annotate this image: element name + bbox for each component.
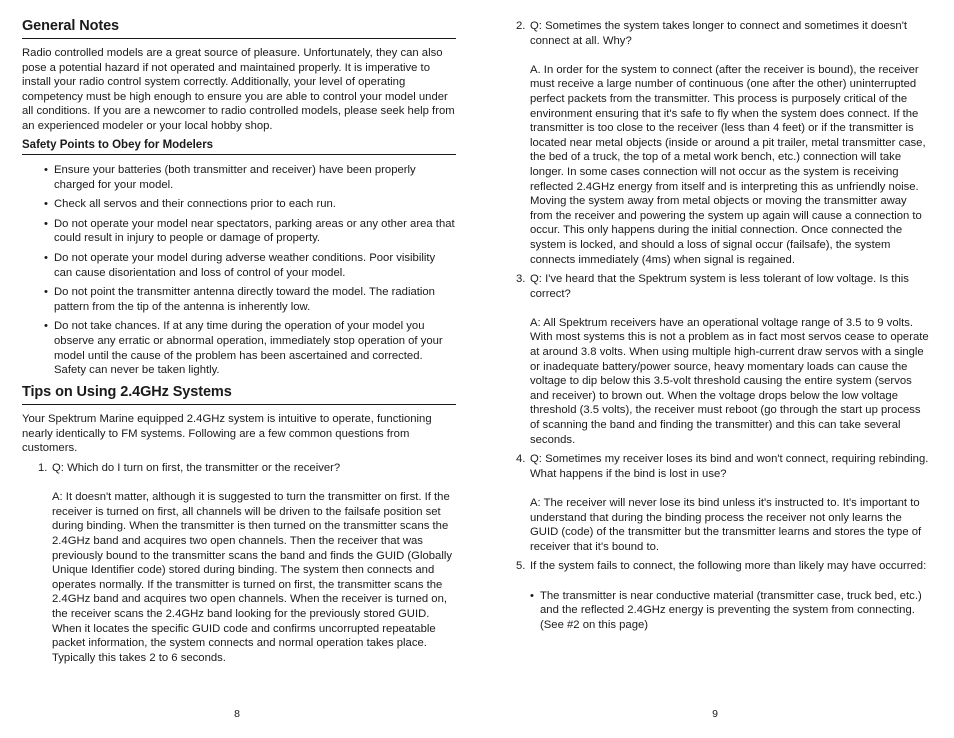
qa-answer: A: All Spektrum receivers have an operational voltage range of 3.5 to 9 volts. With most systems this is not a problem as in fact most servos cease to operate at around 3.8 volts. When using multiple high-current draw servos with a single or inadequate battery/power source, heavy momentary loads can cause the voltage to dip below this 3.5-volt threshold causing the entire system (servos and receiver) to brown out. When the voltage drops below the low voltage threshold (3.5 volts), the receiver must reboot (go through the start up process of scanning the band and finding the transmitter) and this can take several seconds. [530, 316, 929, 446]
safety-heading: Safety Points to Obey for Modelers [22, 138, 456, 155]
qa-question: Q: Sometimes the system takes longer to connect and sometimes it doesn't connect at all. Why? [530, 20, 908, 47]
safety-item: • Do not point the transmitter antenna directly toward the model. The radiation pattern from the tip of the antenna is inherently low. [22, 285, 456, 314]
qa-answer: A: It doesn't matter, although it is suggested to turn the transmitter on first. If the receiver is turned on first, all channels will be driven to the failsafe position set during binding. When the transmitter is then turned on the transmitter scans the 2.4GHz band and acquires two open channels. Then the receiver that was previously bound to the transmitter scans the band and finds the GUID (Globally Unique Identifier code) stored during binding. The system then connects and operates normally. If the transmitter is turned on first, the transmitter scans the 2.4GHz band and acquires two open channels. When the receiver is turned on, the receiver scans the 2.4GHz band looking for the previously stored GUID. When it locates the specific GUID code and confirms uncorrupted repeatable packet information, the system connects and normal operation takes place. Typically this takes 2 to 6 seconds. [52, 491, 452, 664]
qa-question: Q: Which do I turn on first, the transmitter or the receiver? [52, 462, 341, 474]
safety-list [22, 163, 456, 383]
qa-number: 3. [516, 273, 526, 286]
qa-item [516, 19, 932, 267]
qa-bullet: • The transmitter is near conductive material (transmitter case, truck bed, etc.) and the reflected 2.4GHz energy is preventing the system from connecting. (See #2 on this page) [530, 589, 932, 633]
right-question-list [516, 19, 932, 637]
qa-number: 2. [516, 20, 526, 32]
qa-question: Q: I've heard that the Spektrum system is less tolerant of low voltage. Is this correct? [530, 273, 909, 300]
qa-answer: A: The receiver will never lose its bind unless it's instructed to. It's important to understand that during the binding process the receiver not only learns the GUID (code) of the transmitter but the transmitter learns and stores the type of receiver that it's bound to. [530, 497, 922, 553]
safety-item: • Do not take chances. If at any time during the operation of your model you observe any erratic or abnormal operation, immediately stop operation of your model until the cause of the problem has been ascertained and corrected. Safety can never be taken lightly. [22, 319, 456, 377]
qa-item [516, 452, 932, 554]
qa-number: 5. [516, 560, 526, 573]
qa-number: 1. [38, 462, 48, 474]
qa-number: 4. [516, 453, 526, 466]
page-number-right: 9 [712, 708, 718, 720]
safety-item: • Ensure your batteries (both transmitter and receiver) have been properly charged for your model. [22, 163, 456, 192]
safety-item: • Do not operate your model during adverse weather conditions. Poor visibility can cause disorientation and loss of control of your model. [22, 251, 456, 280]
qa-item [516, 272, 932, 447]
qa-question: If the system fails to connect, the following more than likely may have occurred: [530, 560, 927, 573]
general-notes-paragraph: Radio controlled models are a great source of pleasure. Unfortunately, they can also pose a potential hazard if not operated and maintained properly. It is imperative to install your radio control system correctly. Additionally, your level of operating competency must be high enough to ensure you are able to control your model under all conditions. If you are a newcomer to radio controlled models, please seek help from an experienced modeler or your local hobby shop. [22, 47, 455, 132]
qa-item [516, 559, 932, 632]
qa-question: Q: Sometimes my receiver loses its bind and won't connect, requiring rebinding. What happens if the bind is lost in use? [530, 453, 929, 480]
safety-item: • Do not operate your model near spectators, parking areas or any other area that could result in injury to people or damage of property. [22, 217, 456, 246]
tips-heading: Tips on Using 2.4GHz Systems [22, 383, 456, 405]
page-number-left: 8 [234, 708, 240, 720]
safety-item: • Check all servos and their connections prior to each run. [22, 197, 456, 212]
tips-question-list [38, 461, 456, 670]
general-notes-heading: General Notes [22, 17, 456, 39]
qa-item [38, 461, 456, 665]
tips-paragraph: Your Spektrum Marine equipped 2.4GHz system is intuitive to operate, functioning nearly identically to FM systems. Following are a few common questions from customers. [22, 413, 432, 455]
qa-answer: A. In order for the system to connect (after the receiver is bound), the receiver must receive a large number of continuous (one after the other) uninterrupted perfect packets from the transmitter. This process is purposely critical of the environment ensuring that it's safe to fly when the system does connect. If the transmitter is too close to the receiver (less than 4 feet) or if the transmitter is located near metal objects (inside or around a pit trailer, metal transmitter case, the bed of a truck, the top of a metal work bench, etc.) connection will take longer. In some cases connection will not occur as the system is receiving reflected 2.4GHz energy from itself and is interpreting this as unfriendly noise. Moving the system away from metal objects or moving the transmitter away from the receiver and powering the system up again will cause a connection to occur. This only happens during the initial connection. Once connected the system is locked, and should a loss of signal occur (failsafe), the system connects immediately (4ms) when signal is regained. [530, 63, 926, 266]
